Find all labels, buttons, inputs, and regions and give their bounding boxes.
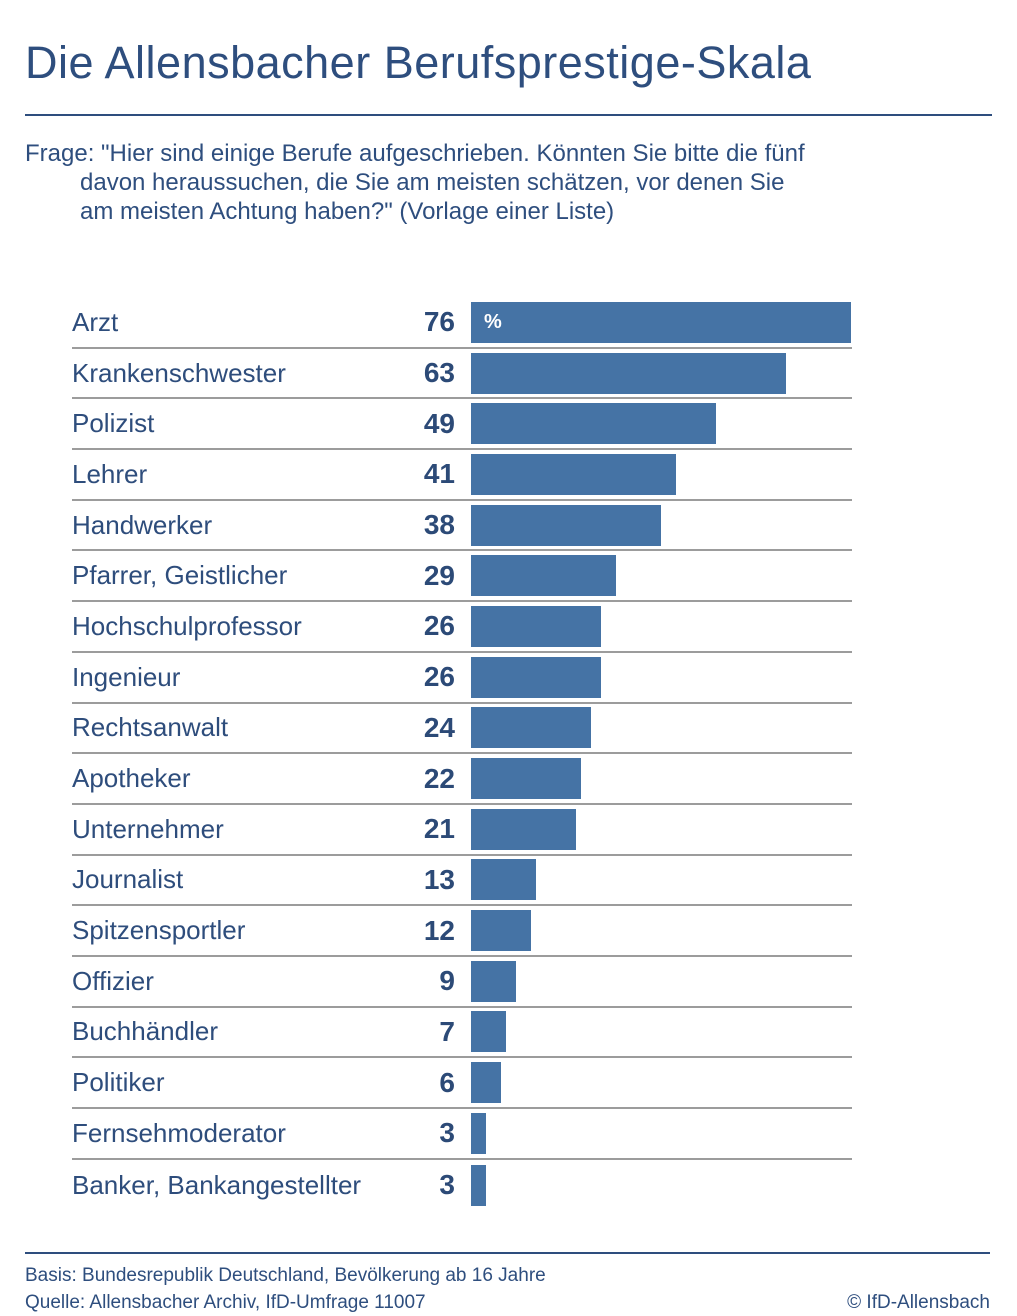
value-label: 7 — [439, 1015, 455, 1047]
value-label: 21 — [423, 813, 455, 845]
bar — [471, 555, 616, 596]
value-label: 12 — [423, 914, 455, 946]
value-label: 76 — [423, 306, 455, 338]
category-label: Journalist — [72, 864, 184, 895]
bar-area — [471, 302, 851, 343]
footer-copyright: © IfD-Allensbach — [847, 1292, 990, 1313]
bar-area — [471, 1062, 851, 1103]
bar-area — [471, 910, 851, 951]
bar — [471, 1062, 501, 1103]
value-label: 49 — [423, 407, 455, 439]
chart-row — [72, 957, 852, 1008]
bar — [471, 707, 591, 748]
category-label: Banker, Bankangestellter — [72, 1169, 362, 1200]
category-label: Unternehmer — [72, 813, 224, 844]
bar — [471, 1011, 506, 1052]
bar — [471, 910, 531, 951]
chart-row — [72, 399, 852, 450]
category-label: Krankenschwester — [72, 357, 286, 388]
footer-divider — [25, 1252, 990, 1254]
bar-area — [471, 454, 851, 495]
bar-area — [471, 403, 851, 444]
page — [0, 36, 1017, 1316]
bar — [471, 606, 601, 647]
bar-area — [471, 961, 851, 1002]
value-label: 13 — [423, 863, 455, 895]
bar-area — [471, 353, 851, 394]
value-label: 22 — [423, 762, 455, 794]
bar-area — [471, 606, 851, 647]
bar — [471, 758, 581, 799]
question-text — [25, 139, 992, 226]
chart-row — [72, 1058, 852, 1109]
footer-quelle: Quelle: Allensbacher Archiv, IfD-Umfrage 11007 — [25, 1292, 426, 1313]
page-title: Die Allensbacher Berufsprestige-Skala — [25, 37, 812, 88]
percent-sign: % — [484, 310, 502, 333]
question-line-3: am meisten Achtung haben?" (Vorlage einer Liste) — [80, 198, 615, 225]
chart-row — [72, 856, 852, 907]
chart-row — [72, 754, 852, 805]
value-label: 6 — [439, 1066, 455, 1098]
chart-row — [72, 298, 852, 349]
bar-area — [471, 1165, 851, 1206]
bar — [471, 859, 536, 900]
bar — [471, 454, 676, 495]
bar — [471, 809, 576, 850]
category-label: Arzt — [72, 306, 119, 337]
chart-row — [72, 1109, 852, 1160]
bar-chart — [72, 298, 852, 1210]
value-label: 24 — [423, 711, 455, 743]
footer-basis: Basis: Bundesrepublik Deutschland, Bevölkerung ab 16 Jahre — [25, 1265, 546, 1286]
category-label: Polizist — [72, 408, 155, 439]
value-label: 3 — [439, 1169, 455, 1201]
bar-area — [471, 555, 851, 596]
category-label: Politiker — [72, 1067, 165, 1098]
chart-row — [72, 805, 852, 856]
category-label: Pfarrer, Geistlicher — [72, 560, 288, 591]
title-divider — [25, 114, 992, 116]
bar — [471, 657, 601, 698]
category-label: Spitzensportler — [72, 915, 246, 946]
bar-area — [471, 859, 851, 900]
chart-row — [72, 501, 852, 552]
value-label: 29 — [423, 559, 455, 591]
bar-area — [471, 657, 851, 698]
chart-row — [72, 551, 852, 602]
chart-row — [72, 450, 852, 501]
bar — [471, 302, 851, 343]
bar — [471, 505, 661, 546]
category-label: Offizier — [72, 965, 154, 996]
chart-row — [72, 653, 852, 704]
chart-row — [72, 349, 852, 400]
question-line-1: Frage: "Hier sind einige Berufe aufgeschrieben. Könnten Sie bitte die fünf — [25, 140, 805, 167]
value-label: 26 — [423, 661, 455, 693]
value-label: 26 — [423, 610, 455, 642]
bar — [471, 353, 786, 394]
chart-row — [72, 1160, 852, 1211]
category-label: Ingenieur — [72, 661, 181, 692]
chart-row — [72, 704, 852, 755]
chart-row — [72, 1008, 852, 1059]
bar — [471, 961, 516, 1002]
bar-area — [471, 1113, 851, 1154]
category-label: Handwerker — [72, 509, 213, 540]
category-label: Rechtsanwalt — [72, 712, 229, 743]
value-label: 3 — [439, 1117, 455, 1149]
bar-area — [471, 809, 851, 850]
bar — [471, 403, 716, 444]
category-label: Buchhändler — [72, 1016, 218, 1047]
value-label: 38 — [423, 509, 455, 541]
value-label: 9 — [439, 965, 455, 997]
category-label: Hochschulprofessor — [72, 610, 302, 641]
category-label: Apotheker — [72, 763, 191, 794]
bar — [471, 1165, 486, 1206]
chart-row — [72, 906, 852, 957]
question-line-2: davon heraussuchen, die Sie am meisten schätzen, vor denen Sie — [80, 169, 785, 196]
value-label: 63 — [423, 357, 455, 389]
footer — [25, 1252, 990, 1316]
bar-area — [471, 505, 851, 546]
category-label: Fernsehmoderator — [72, 1117, 286, 1148]
chart-row — [72, 602, 852, 653]
bar-area — [471, 758, 851, 799]
bar-area — [471, 707, 851, 748]
value-label: 41 — [423, 458, 455, 490]
bar-area — [471, 1011, 851, 1052]
category-label: Lehrer — [72, 458, 148, 489]
bar — [471, 1113, 486, 1154]
